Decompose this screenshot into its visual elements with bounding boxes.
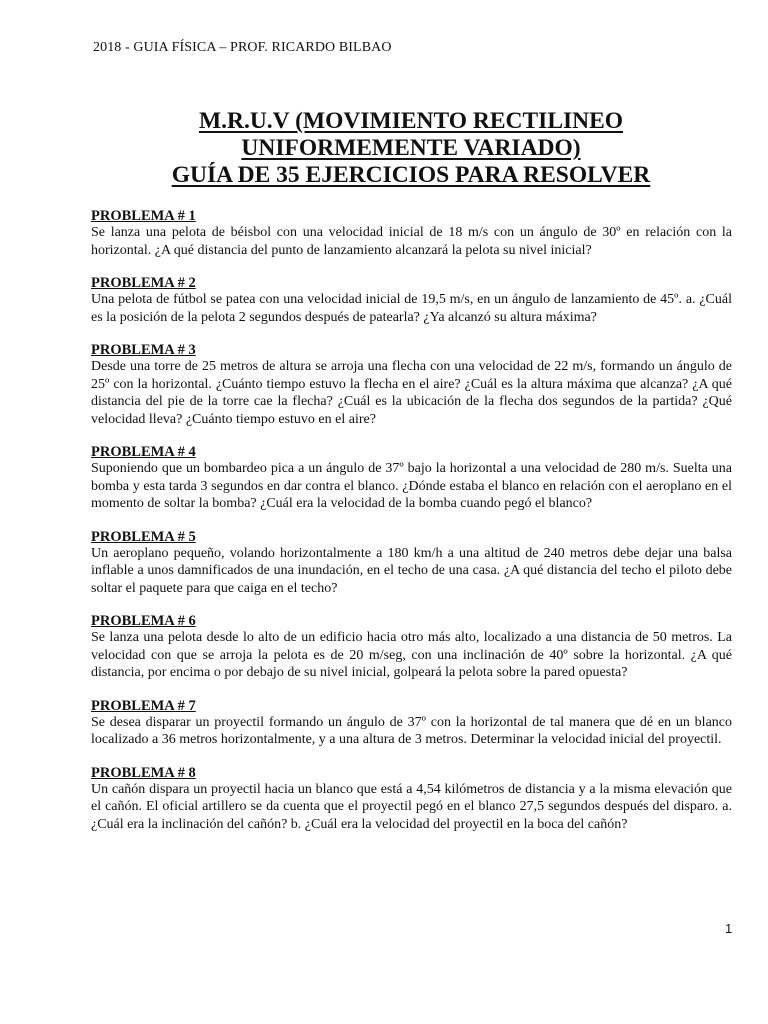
problem-3 <box>91 343 732 428</box>
problem-5 <box>91 530 732 598</box>
problem-heading: PROBLEMA # 7 <box>91 697 196 714</box>
problem-6 <box>91 614 732 682</box>
problem-heading: PROBLEMA # 3 <box>91 342 196 358</box>
problem-text: Se lanza una pelota de béisbol con una velocidad inicial de 18 m/s con un ángulo de 30º en relación con la horizontal. ¿A qué distancia del punto de lanzamiento alcanzará la pelota su nivel inicial? <box>91 225 732 258</box>
problem-heading: PROBLEMA # 8 <box>91 764 196 781</box>
problem-heading: PROBLEMA # 4 <box>91 444 196 460</box>
problem-1 <box>91 209 732 259</box>
problem-7 <box>91 699 732 749</box>
problem-8 <box>91 766 732 834</box>
document-title <box>90 108 732 189</box>
problem-heading: PROBLEMA # 6 <box>91 613 196 629</box>
problem-4 <box>91 445 732 513</box>
problem-text: Un aeroplano pequeño, volando horizontalmente a 180 km/h a una altitud de 240 metros debe dejar una balsa inflable a unos damnificados de una inundación, en el techo de una casa. ¿A qué distancia del techo el piloto debe soltar el paquete para que caiga en el techo? <box>91 545 732 596</box>
problem-text: Se lanza una pelota desde lo alto de un edificio hacia otro más alto, localizado a una distancia de 50 metros. La velocidad con que se arroja la pelota es de 20 m/seg, con una inclinación de 40º sobre la horizontal. ¿A qué distancia, por encima o por debajo de su nivel inicial, golpeará la pelota sobre la pared opuesta? <box>91 630 732 680</box>
page-number: 1 <box>725 921 733 936</box>
problem-text: Un cañón dispara un proyectil hacia un blanco que está a 4,54 kilómetros de distancia y a la misma elevación que el cañón. El oficial artillero se da cuenta que el proyectil pegó en el blanco 27,5 segundos después del disparo. a. ¿Cuál era la inclinación del cañón? b. ¿Cuál era la velocidad del proyectil en la boca del cañón? <box>91 781 732 832</box>
title-line: M.R.U.V (MOVIMIENTO RECTILINEO <box>198 108 624 134</box>
running-header: 2018 - GUIA FÍSICA – PROF. RICARDO BILBAO <box>93 40 392 55</box>
problem-2 <box>91 276 732 326</box>
problem-heading: PROBLEMA # 5 <box>91 528 196 545</box>
title-line: GUÍA DE 35 EJERCICIOS PARA RESOLVER <box>171 162 651 188</box>
problem-text: Desde una torre de 25 metros de altura se arroja una flecha con una velocidad de 22 m/s, formando un ángulo de 25º con la horizontal. ¿Cuánto tiempo estuvo la flecha en el aire? ¿Cuál es la altura máxima que alcanza? ¿A qué distancia del pie de la torre cae la flecha? ¿Cuál es la ubicación de la flecha dos segundos de la partida? ¿Qué velocidad lleva? ¿Cuánto tiempo estuvo en el aire? <box>91 359 732 427</box>
problem-text: Suponiendo que un bombardeo pica a un ángulo de 37º bajo la horizontal a una velocidad de 280 m/s. Suelta una bomba y esta tarda 3 segundos en dar contra el blanco. ¿Dónde estaba el blanco en relación con el aeroplano en el momento de soltar la bomba? ¿Cuál era la velocidad de la bomba cuando pegó el blanco? <box>91 461 732 511</box>
title-line: UNIFORMEMENTE VARIADO) <box>241 135 581 161</box>
problem-heading: PROBLEMA # 1 <box>91 208 196 224</box>
problem-heading: PROBLEMA # 2 <box>91 275 196 291</box>
problem-list <box>91 209 732 850</box>
problem-text: Se desea disparar un proyectil formando un ángulo de 37º con la horizontal de tal manera que dé en un blanco localizado a 36 metros horizontalmente, y a una altura de 3 metros. Determinar la velocidad inicial del proyectil. <box>91 714 732 747</box>
problem-text: Una pelota de fútbol se patea con una velocidad inicial de 19,5 m/s, en un ángulo de lanzamiento de 45º. a. ¿Cuál es la posición de la pelota 2 segundos después de patearla? ¿Ya alcanzó su altura máxima? <box>91 292 732 325</box>
